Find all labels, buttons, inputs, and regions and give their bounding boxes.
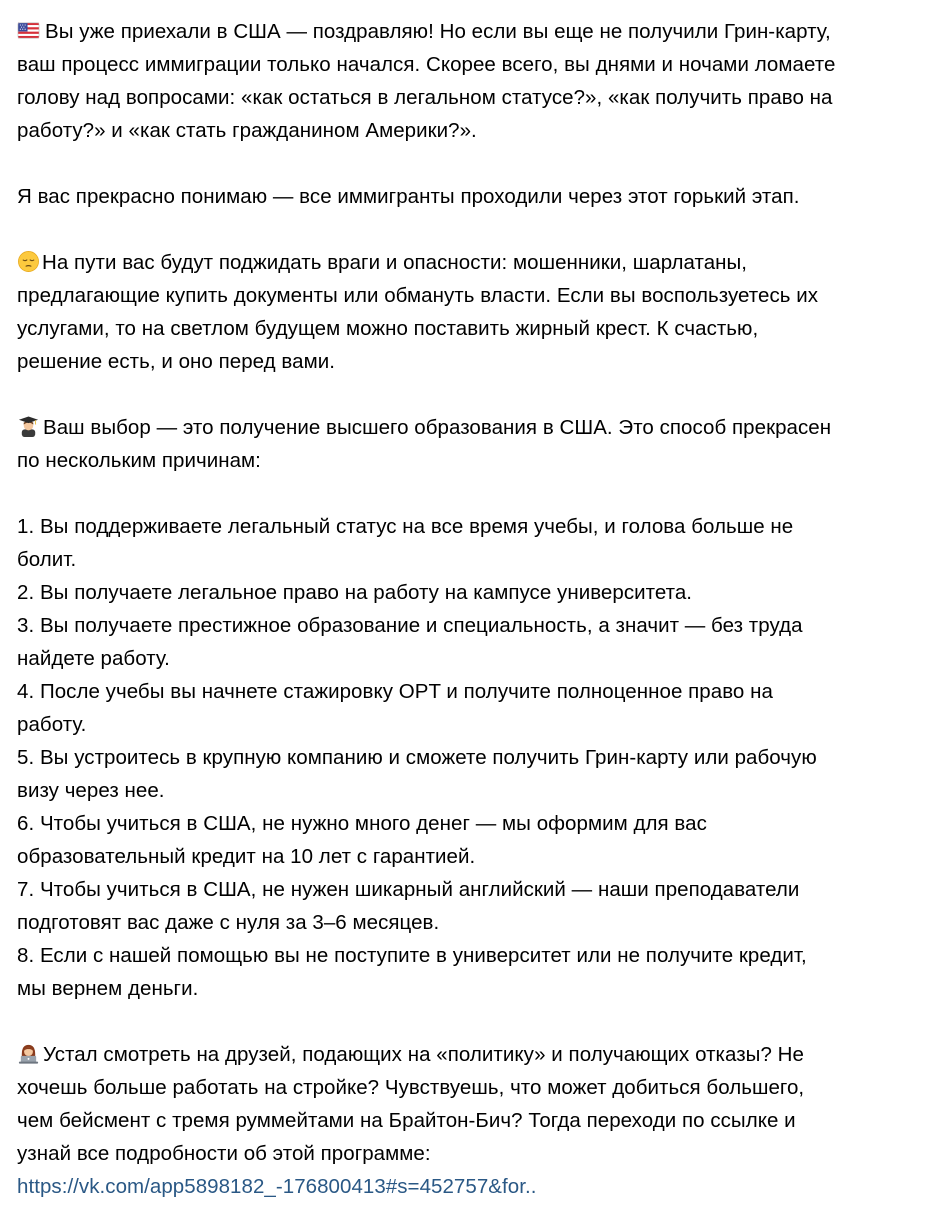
intro-paragraph: Вы уже приехали в США — поздравляю! Но если вы еще не получили Грин-карту, ваш процесс иммиграции только начался. Скорее всего, вы днями и ночами ломаете голову над вопросами: «как остаться в легальном статусе?», «как получить право на работу?» и «как стать гражданином Америки?». (17, 20, 836, 142)
list-item: 2. Вы получаете легальное право на работу на кампусе университета. (17, 581, 693, 604)
list-item: 6. Чтобы учиться в США, не нужно много денег — мы оформим для вас образовательный кредит на 10 лет с гарантией. (17, 812, 707, 868)
choice-paragraph: Ваш выбор — это получение высшего образования в США. Это способ прекрасен по нескольким причинам: (17, 416, 832, 472)
list-item: 1. Вы поддерживаете легальный статус на все время учебы, и голова больше не болит. (17, 515, 794, 571)
reasons-list (17, 510, 919, 1005)
list-item: 8. Если с нашей помощью вы не поступите в университет или не получите кредит, мы вернем деньги. (17, 944, 807, 1000)
list-item: 3. Вы получаете престижное образование и специальность, а значит — без труда найдете работу. (17, 614, 803, 670)
student-icon (17, 415, 40, 438)
list-item: 4. После учебы вы начнете стажировку OPT и получите полноценное право на работу. (17, 680, 773, 736)
us-flag-icon (17, 19, 40, 42)
closing-paragraph: Устал смотреть на друзей, подающих на «политику» и получающих отказы? Не хочешь больше работать на стройке? Чувствуешь, что может добиться большего, чем бейсмент с тремя руммейтами на Брайтон-Бич? Тогда переходи по ссылке и узнай все подробности об этой программе: https://vk.com/app5898182_-176800413#s=452757&for.. (17, 1043, 805, 1198)
technologist-icon (17, 1042, 40, 1065)
pensive-face-icon (17, 250, 40, 273)
danger-paragraph: На пути вас будут поджидать враги и опасности: мошенники, шарлатаны, предлагающие купить документы или обмануть власти. Если вы воспользуетесь их услугами, то на светлом будущем можно поставить жирный крест. К счастью, решение есть, и оно перед вами. (17, 251, 819, 373)
list-item: 7. Чтобы учиться в США, не нужен шикарный английский — наши преподаватели подготовят вас даже с нуля за 3–6 месяцев. (17, 878, 800, 934)
program-link[interactable]: https://vk.com/app5898182_-176800413#s=452757&for.. (17, 1175, 537, 1198)
list-item: 5. Вы устроитесь в крупную компанию и сможете получить Грин-карту или рабочую визу через нее. (17, 746, 817, 802)
understand-paragraph: Я вас прекрасно понимаю — все иммигранты проходили через этот горький этап. (17, 185, 800, 208)
